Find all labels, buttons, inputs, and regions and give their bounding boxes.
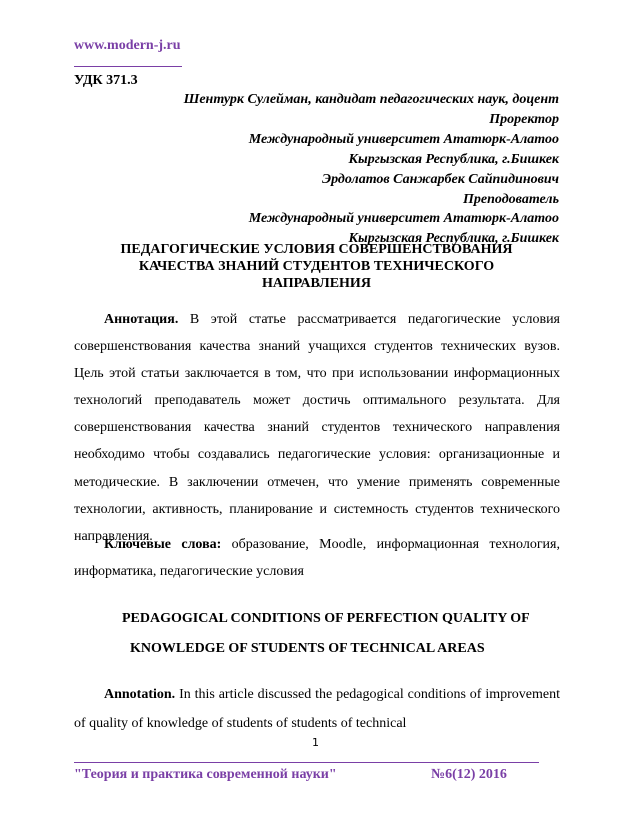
footer-divider xyxy=(74,762,539,763)
author-line: Эрдолатов Санжарбек Сайпидинович xyxy=(321,171,559,187)
author-line: Проректор xyxy=(489,111,559,127)
abstract-label: Annotation. xyxy=(104,687,176,702)
page-number: 1 xyxy=(312,736,319,749)
title-line: НАПРАВЛЕНИЯ xyxy=(262,276,371,291)
article-title-ru xyxy=(74,241,559,292)
author-line: Международный университет Ататюрк-Алатоо xyxy=(248,131,559,147)
udc-code: УДК 371.3 xyxy=(74,73,138,88)
abstract-en xyxy=(74,681,560,738)
article-title-en xyxy=(74,604,560,664)
keywords-ru xyxy=(74,531,560,585)
issue-number: №6(12) 2016 xyxy=(431,767,507,782)
title-line: KNOWLEDGE OF STUDENTS OF TECHNICAL AREAS xyxy=(130,641,485,656)
keywords-label: Ключевые слова: xyxy=(104,537,222,552)
abstract-text: В этой статье рассматривается педагогические условия совершенствования качества знаний учащихся студентов технических вузов. Цель этой статьи заключается в том, что при использовании информационных технологий преподаватель может достичь оптимального результата. Для совершенствования качества знаний студентов технического направления необходимо чтобы создавались педагогические условия: организационные и методические. В заключении отмечен, что умение применять современные технологии, активность, планирование и системность студентов технического направления. xyxy=(74,312,560,544)
author-line: Преподователь xyxy=(463,191,559,207)
title-line: ПЕДАГОГИЧЕСКИЕ УСЛОВИЯ СОВЕРШЕНСТВОВАНИЯ xyxy=(120,242,513,257)
title-line: КАЧЕСТВА ЗНАНИЙ СТУДЕНТОВ ТЕХНИЧЕСКОГО xyxy=(138,259,495,274)
journal-name: "Теория и практика современной науки" xyxy=(74,767,337,782)
author-line: Шентурк Сулейман, кандидат педагогических наук, доцент xyxy=(183,92,559,107)
author-line: Кыргызская Республика, г.Бишкек xyxy=(348,151,559,167)
keywords-text: образование, Moodle, информационная технология, информатика, педагогические условия xyxy=(74,537,560,580)
author-line: Международный университет Ататюрк-Алатоо xyxy=(248,211,559,227)
title-line: PEDAGOGICAL CONDITIONS OF PERFECTION QUALITY OF xyxy=(122,611,530,626)
abstract-text: In this article discussed the pedagogical conditions of improvement of quality of knowledge of students of students of technical xyxy=(74,687,560,731)
header-divider xyxy=(74,66,182,67)
abstract-ru xyxy=(74,306,560,550)
site-link[interactable]: www.modern-j.ru xyxy=(74,38,181,53)
author-line: Кыргызская Республика, г.Бишкек xyxy=(348,231,559,247)
author-block xyxy=(74,90,559,249)
abstract-label: Аннотация. xyxy=(104,312,179,327)
